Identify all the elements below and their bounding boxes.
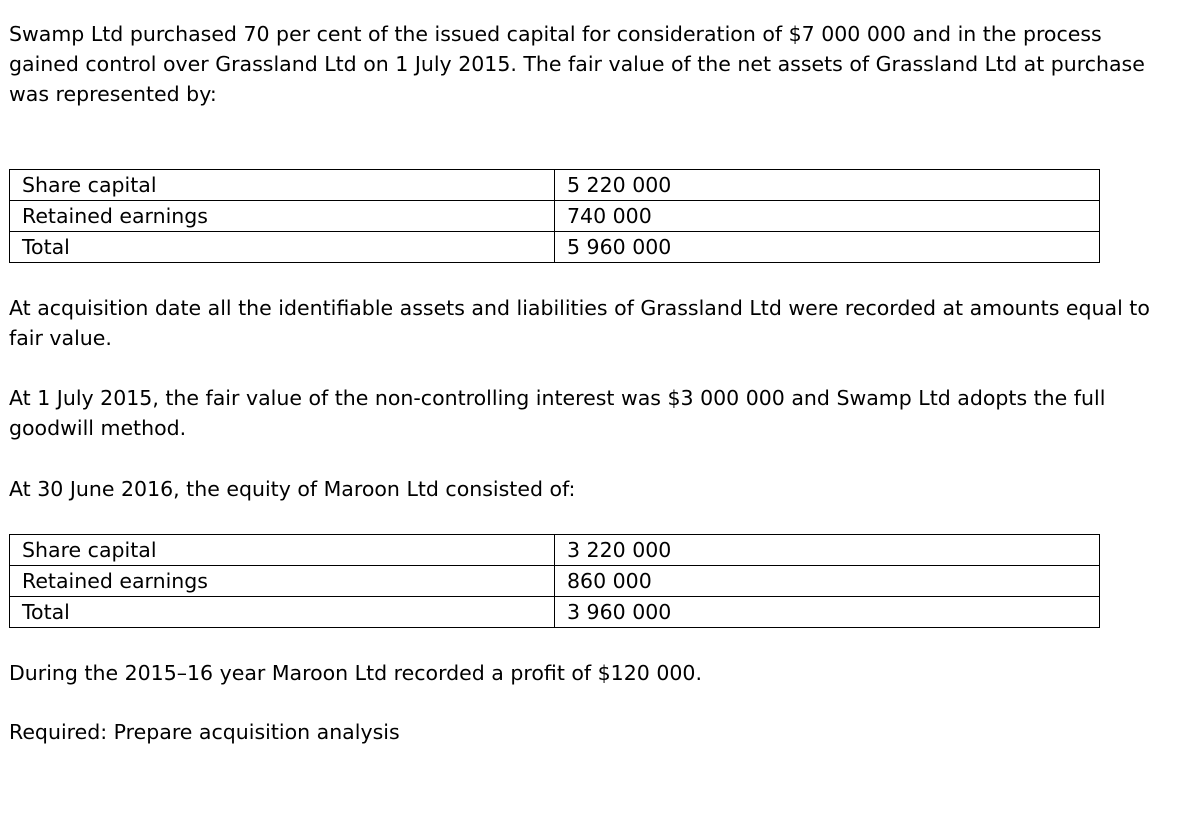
row-value: 860 000 <box>555 566 1100 597</box>
table-row <box>10 170 1100 201</box>
table-row <box>10 597 1100 628</box>
row-label: Share capital <box>10 170 555 201</box>
row-label: Retained earnings <box>10 566 555 597</box>
row-value: 3 960 000 <box>555 597 1100 628</box>
row-value: 3 220 000 <box>555 535 1100 566</box>
equity-intro-paragraph: At 30 June 2016, the equity of Maroon Ltd consisted of: <box>9 477 576 501</box>
table-row <box>10 232 1100 263</box>
row-value: 5 960 000 <box>555 232 1100 263</box>
equity-table <box>9 534 1100 628</box>
acquisition-net-assets-table <box>9 169 1100 263</box>
table-row <box>10 566 1100 597</box>
table-row <box>10 201 1100 232</box>
fair-value-paragraph: At acquisition date all the identifiable assets and liabilities of Grassland Ltd were recorded at amounts equal to fair value. <box>9 296 1150 350</box>
row-label: Share capital <box>10 535 555 566</box>
row-label: Total <box>10 232 555 263</box>
intro-paragraph: Swamp Ltd purchased 70 per cent of the issued capital for consideration of $7 000 000 and in the process gained control over Grassland Ltd on 1 July 2015. The fair value of the net assets of Grassland Ltd at purchase was represented by: <box>9 22 1145 106</box>
row-value: 5 220 000 <box>555 170 1100 201</box>
row-value: 740 000 <box>555 201 1100 232</box>
profit-paragraph: During the 2015–16 year Maroon Ltd recorded a profit of $120 000. <box>9 661 702 685</box>
required-paragraph: Required: Prepare acquisition analysis <box>9 720 400 744</box>
row-label: Total <box>10 597 555 628</box>
row-label: Retained earnings <box>10 201 555 232</box>
nci-paragraph: At 1 July 2015, the fair value of the non-controlling interest was $3 000 000 and Swamp Ltd adopts the full goodwill method. <box>9 386 1106 440</box>
table-row <box>10 535 1100 566</box>
